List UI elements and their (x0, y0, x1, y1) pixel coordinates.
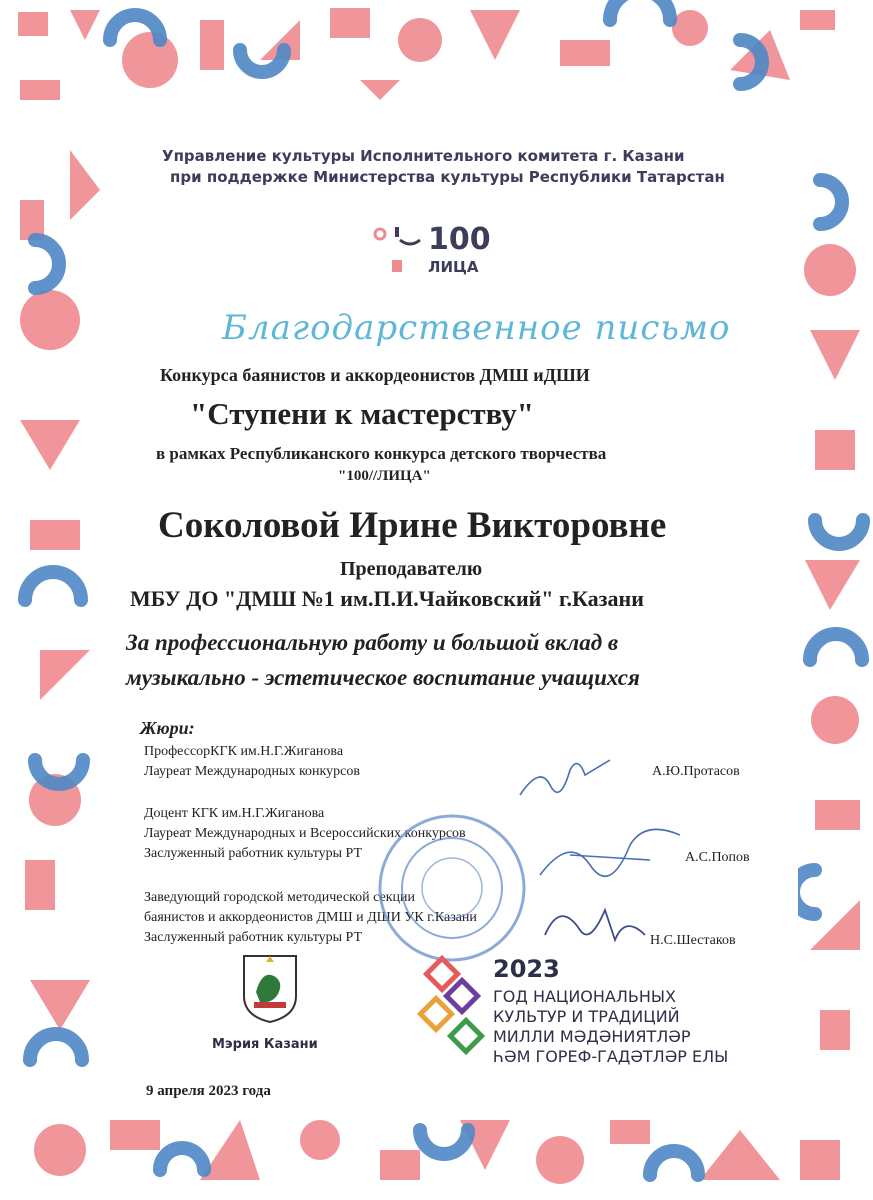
logo-number: 100 (428, 222, 491, 257)
jury-1-line-1: ПрофессорКГК им.Н.Г.Жиганова (144, 744, 344, 759)
letter-title: Благодарственное письмо (222, 308, 731, 348)
year-line-4: ҺӘМ ГОРЕФ-ГАДӘТЛӘР ЕЛЫ (493, 1047, 729, 1066)
year-number: 2023 (493, 955, 560, 983)
jury-2-line-3: Заслуженный работник культуры РТ (144, 846, 363, 861)
kazan-coat-of-arms-icon (240, 952, 300, 1024)
letter-date: 9 апреля 2023 года (146, 1083, 271, 1099)
reason-line-1: За профессиональную работу и большой вклад в (126, 630, 619, 655)
recipient-organization: МБУ ДО "ДМШ №1 им.П.И.Чайковский" г.Казани (130, 586, 644, 611)
jury-2-name: А.С.Попов (685, 850, 750, 865)
kazan-logo-caption: Мэрия Казани (212, 1037, 318, 1052)
jury-3-name: Н.С.Шестаков (650, 933, 736, 948)
signature-3 (540, 895, 650, 955)
year-line-3: МИЛЛИ МӘДӘНИЯТЛӘР (493, 1027, 691, 1046)
contest-name: "Ступени к мастерству" (190, 396, 534, 431)
jury-2-line-2: Лауреат Международных и Всероссийских конкурсов (144, 826, 466, 841)
ornament-icon (415, 955, 493, 1065)
year-of-cultures-logo (415, 955, 729, 1075)
signature-2 (530, 825, 690, 895)
recipient-position: Преподавателю (340, 558, 483, 580)
logo-face-icon (370, 222, 430, 277)
jury-3-line-1: Заведующий городской методической секции (144, 890, 416, 905)
contest-line: Конкурса баянистов и аккордеонистов ДМШ иДШИ (160, 365, 590, 385)
year-line-1: ГОД НАЦИОНАЛЬНЫХ (493, 987, 676, 1006)
kazan-mayor-logo (212, 952, 332, 1062)
frame-line-2: "100//ЛИЦА" (338, 468, 431, 484)
recipient-name: Соколовой Ирине Викторовне (158, 505, 667, 546)
jury-1-line-2: Лауреат Международных конкурсов (144, 764, 360, 779)
official-seal (372, 808, 532, 968)
header-line-1: Управление культуры Исполнительного комитета г. Казани (162, 147, 685, 165)
year-line-2: КУЛЬТУР И ТРАДИЦИЙ (493, 1007, 680, 1026)
jury-1-name: А.Ю.Протасов (652, 764, 740, 779)
header-line-2: при поддержке Министерства культуры Республики Татарстан (170, 168, 725, 186)
jury-3-line-3: Заслуженный работник культуры РТ (144, 930, 363, 945)
logo-word: ЛИЦА (428, 258, 479, 276)
jury-2-line-1: Доцент КГК им.Н.Г.Жиганова (144, 806, 325, 821)
jury-3-line-2: баянистов и аккордеонистов ДМШ и ДШИ УК г.Казани (144, 910, 477, 925)
reason-line-2: музыкально - эстетическое воспитание учащихся (126, 665, 640, 690)
100-lica-logo (370, 222, 510, 282)
jury-label: Жюри: (140, 718, 195, 738)
frame-line-1: в рамках Республиканского конкурса детского творчества (156, 444, 607, 463)
signature-1 (515, 755, 615, 805)
